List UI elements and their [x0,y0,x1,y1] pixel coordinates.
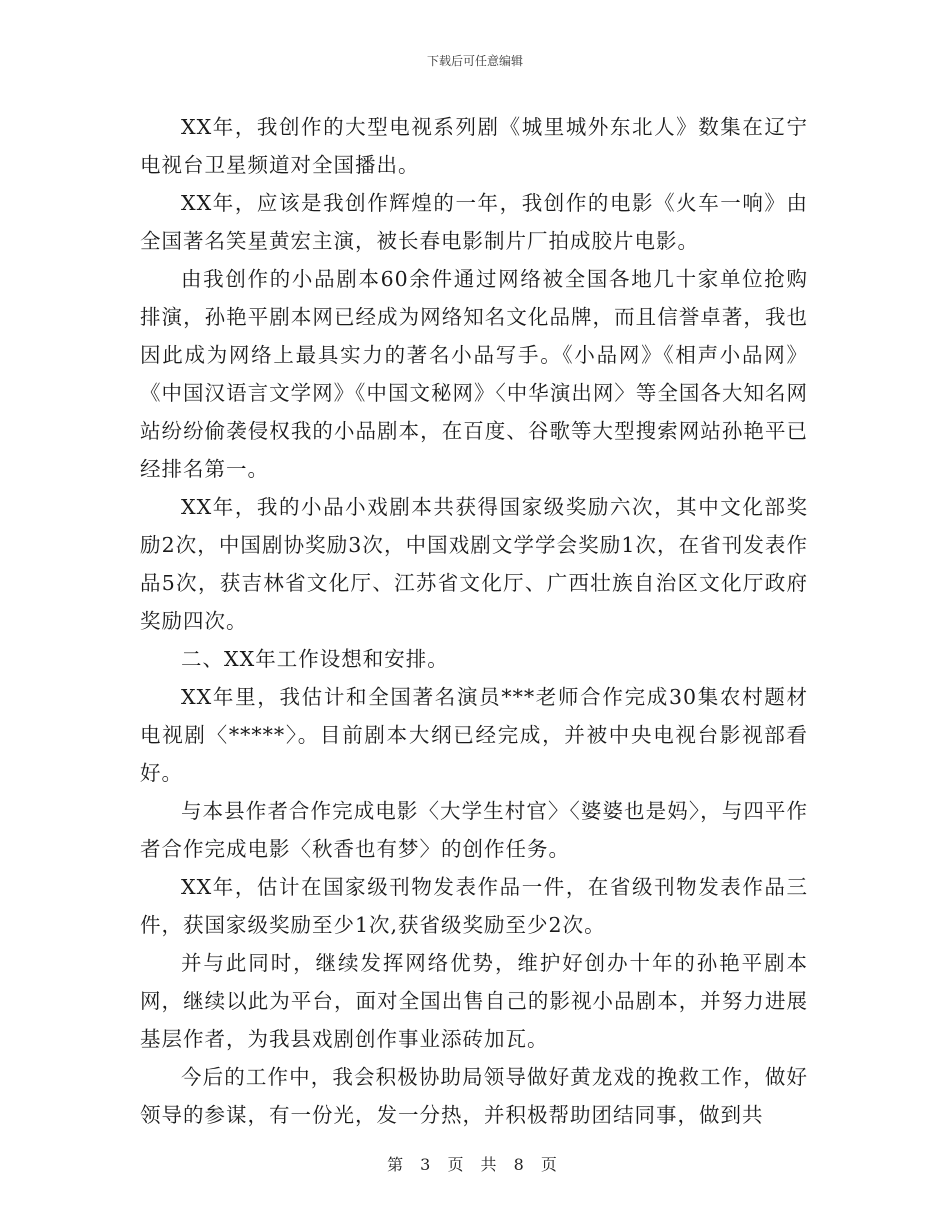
page-header: 下载后可任意编辑 [426,54,523,68]
paragraph: XX年，应该是我创作辉煌的一年，我创作的电影《火车一响》由全国著名笑星黄宏主演，被长春电影制片厂拍成胶片电影。 [140,191,808,253]
paragraph: XX年，我创作的大型电视系列剧《城里城外东北人》数集在辽宁电视台卫星频道对全国播出。 [140,115,808,177]
paragraph: 并与此同时，继续发挥网络优势，维护好创办十年的孙艳平剧本网，继续以此为平台，面对全国出售自己的影视小品剧本，并努力进展基层作者，为我县戏剧创作事业添砖加瓦。 [140,951,808,1051]
page-number: 第 3 页 共 8 页 [387,1155,563,1174]
document-body [140,108,808,1134]
paragraph: XX年，我的小品小戏剧本共获得国家级奖励六次，其中文化部奖励2次，中国剧协奖励3次，中国戏剧文学学会奖励1次，在省刊发表作品5次，获吉林省文化厅、江苏省文化厅、广西壮族自治区文化厅政府奖励四次。 [140,495,808,633]
paragraph: XX年，估计在国家级刊物发表作品一件，在省级刊物发表作品三件，获国家级奖励至少1次,获省级奖励至少2次。 [140,875,808,937]
paragraph: 与本县作者合作完成电影〈大学生村官〉〈婆婆也是妈〉，与四平作者合作完成电影〈秋香也有梦〉的创作任务。 [140,799,808,861]
section-heading: 二、XX年工作设想和安排。 [181,647,449,671]
paragraph: 由我创作的小品剧本60余件通过网络被全国各地几十家单位抢购排演，孙艳平剧本网已经成为网络知名文化品牌，而且信誉卓著，我也因此成为网络上最具实力的著名小品写手。《小品网》《相声小品网》《中国汉语言文学网》《中国文秘网》〈中华演出网〉等全国各大知名网站纷纷偷袭侵权我的小品剧本，在百度、谷歌等大型搜索网站孙艳平已经排名第一。 [140,267,808,481]
paragraph: XX年里，我估计和全国著名演员***老师合作完成30集农村题材电视剧〈*****〉。目前剧本大纲已经完成，并被中央电视台影视部看好。 [140,685,808,785]
paragraph: 今后的工作中，我会积极协助局领导做好黄龙戏的挽救工作，做好领导的参谋，有一份光，发一分热，并积极帮助团结同事，做到共 [140,1065,808,1127]
